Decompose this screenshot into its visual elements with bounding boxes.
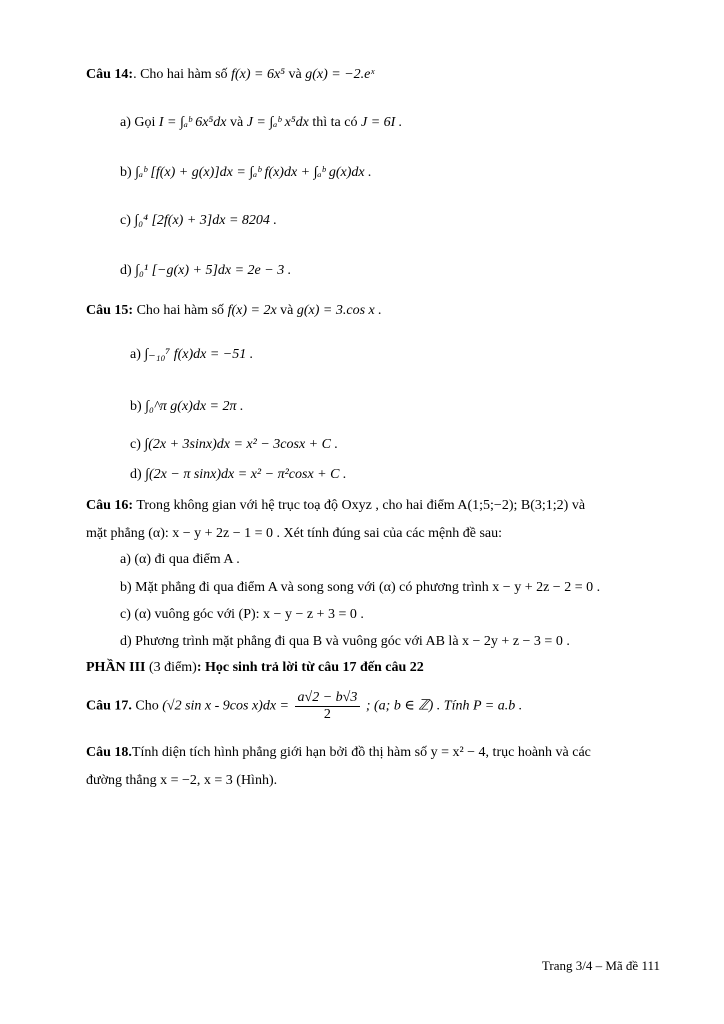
q18-line-2 [86, 772, 277, 790]
q15-a-label: a) [130, 347, 141, 362]
q16-b-text: b) Mặt phẳng đi qua điểm A và song song với (α) có phương trình x − y + 2z − 2 = 0 . [120, 580, 601, 595]
q16-option-b [120, 579, 600, 597]
q15-option-c [130, 436, 338, 454]
q14-option-a [120, 114, 402, 132]
q16-stem-1 [86, 497, 585, 515]
q17-numerator: a√2 − b√3 [295, 690, 361, 707]
part3-heading [86, 659, 424, 677]
q16-option-a [120, 551, 240, 569]
q16-line-1: Trong không gian với hệ trục toạ độ Oxyz , cho hai điểm A(1;5;−2); B(3;1;2) và [136, 498, 586, 513]
q15-d-label: d) [130, 467, 142, 482]
q14-c-label: c) [120, 213, 131, 228]
q16-c-text: c) (α) vuông góc với (P): x − y − z + 3 = 0 . [120, 607, 364, 622]
q15-g: g(x) = 3.cos x . [296, 303, 382, 318]
q16-option-d [120, 633, 570, 651]
q15-option-b [130, 398, 244, 416]
q15-label: Câu 15: [86, 303, 134, 318]
part3-rest: : Học sinh trả lời từ câu 17 đến câu 22 [196, 660, 424, 675]
q18-label: Câu 18. [86, 745, 132, 760]
q15-f: f(x) = 2x [227, 303, 277, 318]
q17-denominator: 2 [323, 707, 331, 722]
q15-b-expr: ∫₀^π g(x)dx = 2π . [145, 399, 244, 414]
q14-a-I: I = ∫ₐᵇ 6x⁵dx [158, 115, 227, 130]
q17-text: Cho [135, 698, 159, 714]
q17-condition: ; (a; b ∈ ℤ) . Tính [365, 698, 470, 714]
q17 [86, 690, 522, 723]
q15-a-expr: ∫₋₁₀⁷ f(x)dx = −51 . [144, 347, 254, 362]
q16-a-text: a) (α) đi qua điểm A . [120, 552, 240, 567]
q14-option-c [120, 212, 277, 230]
q15-text: Cho hai hàm số [136, 303, 225, 318]
q14-a-J: J = ∫ₐᵇ x⁵dx [246, 115, 309, 130]
q16-option-c [120, 606, 364, 624]
q14-a-result: J = 6I . [360, 115, 403, 130]
q15-c-expr: ∫(2x + 3sinx)dx = x² − 3cosx + C . [144, 437, 338, 452]
q18-text-1: Tính diện tích hình phẳng giới hạn bởi đồ thị hàm số y = x² − 4, trục hoành và các [131, 745, 591, 760]
q14-option-d [120, 262, 291, 280]
q14-label: Câu 14: [86, 67, 134, 82]
q15-b-label: b) [130, 399, 142, 414]
q14-b-label: b) [120, 165, 132, 180]
q15-and: và [280, 303, 294, 318]
q14-a-label: a) Gọi [120, 115, 156, 130]
q16-label: Câu 16: [86, 498, 134, 513]
q14-g: g(x) = −2.eˣ [305, 67, 375, 82]
q18-line-1 [86, 744, 591, 762]
q15-stem [86, 302, 382, 320]
q15-option-a [130, 346, 253, 364]
q14-d-expr: ∫₀¹ [−g(x) + 5]dx = 2e − 3 . [135, 263, 292, 278]
q14-option-b [120, 164, 372, 182]
q14-c-expr: ∫₀⁴ [2f(x) + 3]dx = 8204 . [134, 213, 277, 228]
q14-f: f(x) = 6x⁵ [231, 67, 286, 82]
q16-line-2: mặt phẳng (α): x − y + 2z − 1 = 0 . Xét tính đúng sai của các mệnh đề sau: [86, 526, 503, 541]
q15-option-d [130, 466, 346, 484]
q17-ask: P = a.b . [472, 698, 523, 714]
q15-c-label: c) [130, 437, 141, 452]
q16-stem-2 [86, 525, 502, 543]
q17-integrand: (√2 sin x - 9cos x)dx = [162, 698, 290, 714]
q14-a-then: thì ta có [312, 115, 358, 130]
q14-and: và [288, 67, 302, 82]
q14-stem [86, 66, 374, 84]
part3-title: PHẦN III [86, 660, 146, 675]
q14-b-expr: ∫ₐᵇ [f(x) + g(x)]dx = ∫ₐᵇ f(x)dx + ∫ₐᵇ g(x)dx . [135, 165, 372, 180]
q14-a-and: và [230, 115, 244, 130]
q14-text: . Cho hai hàm số [133, 67, 228, 82]
page-footer: Trang 3/4 – Mã đề 111 [541, 958, 660, 973]
part3-points: (3 điểm) [149, 660, 197, 675]
q15-d-expr: ∫(2x − π sinx)dx = x² − π²cosx + C . [145, 467, 347, 482]
q17-fraction [295, 690, 361, 723]
q16-d-text: d) Phương trình mặt phẳng đi qua B và vuông góc với AB là x − 2y + z − 3 = 0 . [120, 634, 570, 649]
q17-label: Câu 17. [86, 698, 132, 714]
q18-text-2: đường thẳng x = −2, x = 3 (Hình). [86, 773, 278, 788]
q14-d-label: d) [120, 263, 132, 278]
